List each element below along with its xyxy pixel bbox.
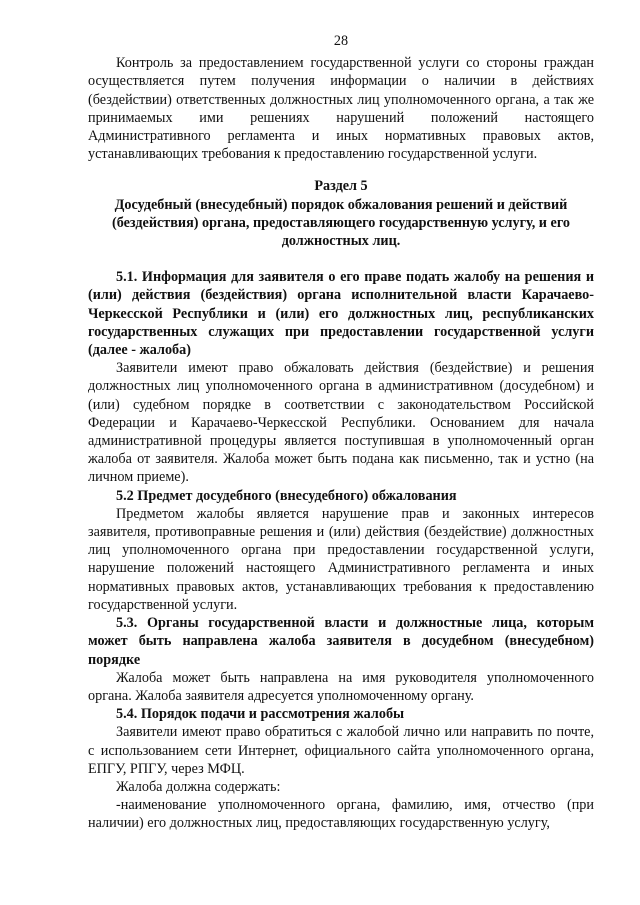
section-title: Досудебный (внесудебный) порядок обжалования решений и действий (бездействия) органа, предоставляющего государственную услугу, и его должностных лиц. bbox=[111, 196, 570, 250]
page-number: 28 bbox=[333, 33, 349, 49]
section-heading: Раздел 5 bbox=[314, 178, 368, 195]
subsection-5-4-heading: 5.4. Порядок подачи и рассмотрения жалобы bbox=[116, 706, 405, 723]
subsection-5-2-heading: 5.2 Предмет досудебного (внесудебного) обжалования bbox=[116, 487, 457, 504]
intro-paragraph: Контроль за предоставлением государственной услуги со стороны граждан осуществляется путем получения информации о наличии в действиях (бездействии) ответственных должностных лиц уполномоченного органа, а так же принимаемых ими решениях нарушений положений настоящего Административного регламента и иных нормативных правовых актов, устанавливающих требования к предоставлению государственной услуги. bbox=[88, 55, 594, 163]
subsection-5-1-heading: 5.1. Информация для заявителя о его праве подать жалобу на решения и (или) действия (бездействия) органа исполнительной власти Карачаево-Черкесской Республики и (или) его должностных лиц, республиканских государственных служащих при предоставлении государственной услуги (далее - жалоба) bbox=[88, 269, 594, 359]
subsection-5-4-item: -наименование уполномоченного органа, фамилию, имя, отчество (при наличии) его должностных лиц, предоставляющих государственную услугу, bbox=[88, 797, 594, 832]
subsection-5-1-text: Заявители имеют право обжаловать действия (бездействие) и решения должностных лиц уполномоченного органа в административном (досудебном) и (или) судебном порядке в соответствии с законодательством Российской Федерации и Карачаево-Черкесской Республики. Основанием для начала административной процедуры является поступившая в уполномоченный орган жалоба от заявителя. Жалоба может быть подана как письменно, так и устно (на личном приеме). bbox=[88, 360, 594, 486]
subsection-5-3-heading: 5.3. Органы государственной власти и должностные лица, которым может быть направлена жалоба заявителя в досудебном (внесудебном) порядке bbox=[88, 615, 594, 668]
subsection-5-4-contents: Жалоба должна содержать: bbox=[116, 778, 281, 795]
subsection-5-4-text: Заявители имеют право обратиться с жалобой лично или направить по почте, с использованием сети Интернет, официального сайта уполномоченного органа, ЕПГУ, РПГУ, через МФЦ. bbox=[88, 724, 594, 777]
subsection-5-2-text: Предметом жалобы является нарушение прав и законных интересов заявителя, противоправные решения и (или) действия (бездействие) должностных лиц уполномоченного органа при предоставлении государственной услуги, нарушение положений настоящего Административного регламента и иных нормативных правовых актов, устанавливающих требования к предоставлению государственной услуги. bbox=[88, 505, 594, 613]
document-page bbox=[88, 32, 594, 833]
subsection-5-3-text: Жалоба может быть направлена на имя руководителя уполномоченного органа. Жалоба заявителя адресуется уполномоченному органу. bbox=[88, 669, 594, 704]
